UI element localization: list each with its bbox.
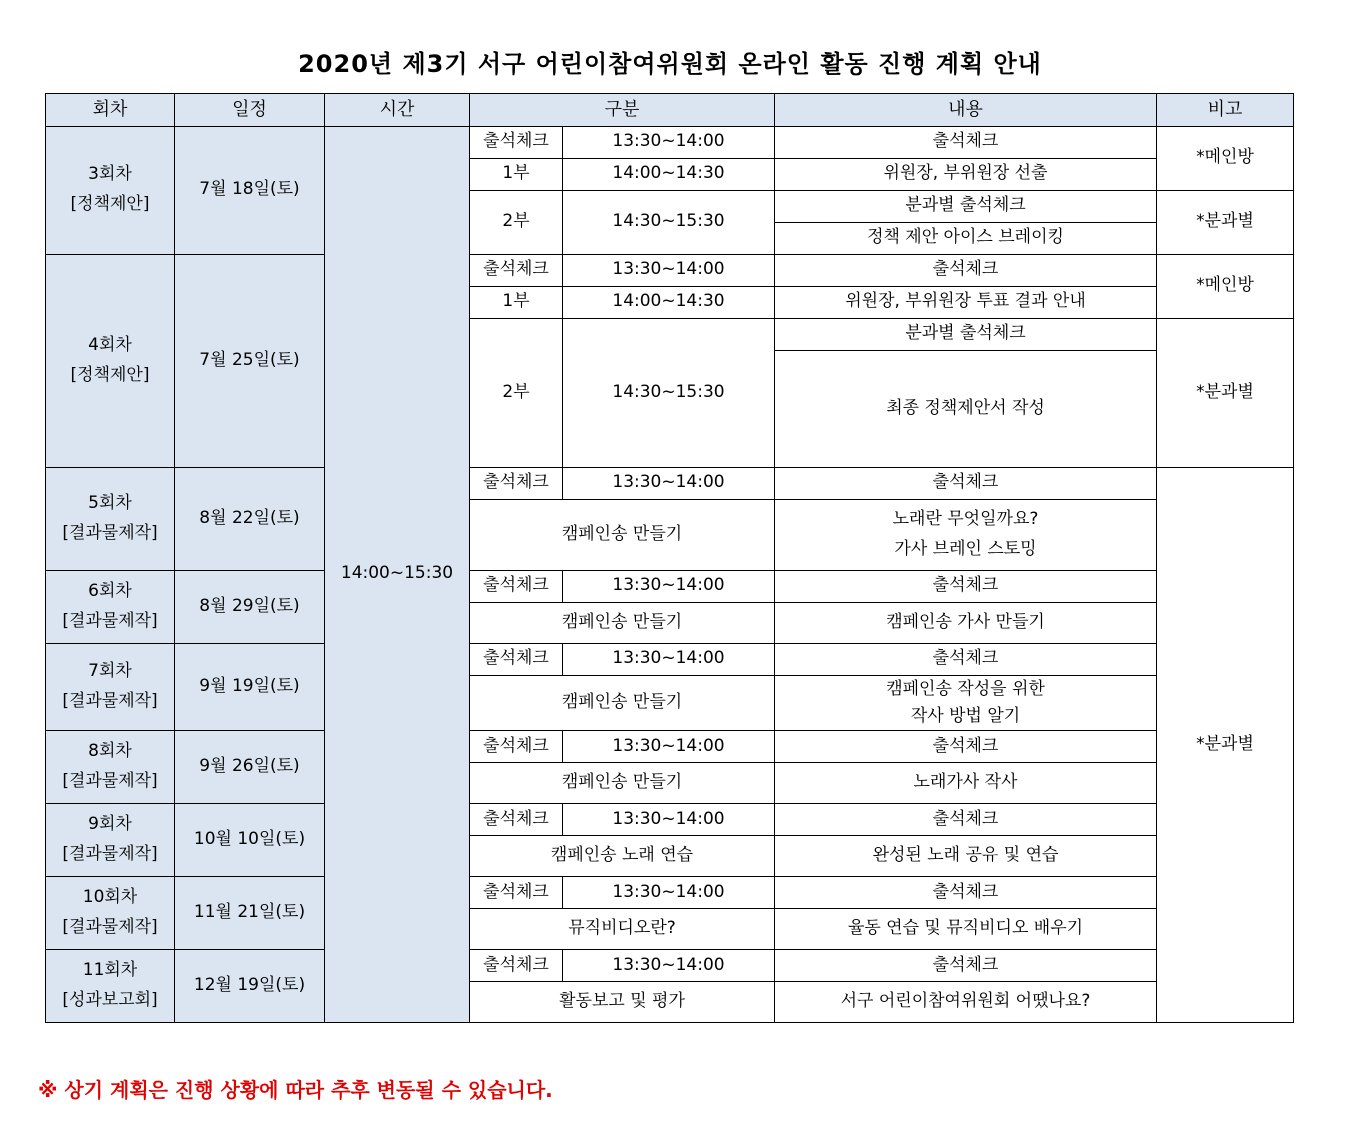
category-time: 14:30~15:30	[563, 318, 775, 467]
category-label: 출석체크	[470, 643, 563, 675]
table-row	[46, 467, 1294, 499]
category-time: 13:30~14:00	[563, 876, 775, 908]
table-row	[46, 730, 1294, 762]
category-time: 13:30~14:00	[563, 126, 775, 158]
content-cell: 출석체크	[775, 126, 1157, 158]
category-label: 캠페인송 만들기	[470, 499, 775, 570]
category-label: 뮤직비디오란?	[470, 908, 775, 949]
content-cell: 출석체크	[775, 876, 1157, 908]
category-label: 캠페인송 만들기	[470, 762, 775, 803]
header-round: 회차	[46, 94, 175, 127]
category-label: 캠페인송 노래 연습	[470, 835, 775, 876]
category-label: 출석체크	[470, 730, 563, 762]
round-cell: 6회차 [결과물제작]	[46, 570, 175, 643]
round-cell: 8회차 [결과물제작]	[46, 730, 175, 803]
table-row	[46, 126, 1294, 158]
category-label: 1부	[470, 286, 563, 318]
category-time: 13:30~14:00	[563, 254, 775, 286]
category-label: 출석체크	[470, 126, 563, 158]
content-cell: 분과별 출석체크	[775, 318, 1157, 350]
content-cell: 캠페인송 가사 만들기	[775, 602, 1157, 643]
content-cell: 위원장, 부위원장 선출	[775, 158, 1157, 190]
category-label: 출석체크	[470, 949, 563, 981]
category-time: 13:30~14:00	[563, 730, 775, 762]
category-label: 캠페인송 만들기	[470, 675, 775, 730]
round-cell: 3회차 [정책제안]	[46, 126, 175, 254]
remark-cell: *분과별	[1157, 190, 1294, 254]
content-cell: 위원장, 부위원장 투표 결과 안내	[775, 286, 1157, 318]
footnote: ※ 상기 계획은 진행 상황에 따라 추후 변동될 수 있습니다.	[38, 1078, 553, 1102]
round-cell: 5회차 [결과물제작]	[46, 467, 175, 570]
content-cell: 완성된 노래 공유 및 연습	[775, 835, 1157, 876]
table-row	[46, 803, 1294, 835]
date-cell: 7월 25일(토)	[175, 254, 325, 467]
header-category: 구분	[470, 94, 775, 127]
category-time: 14:30~15:30	[563, 190, 775, 254]
category-time: 13:30~14:00	[563, 803, 775, 835]
category-label: 활동보고 및 평가	[470, 981, 775, 1022]
table-row	[46, 254, 1294, 286]
category-time: 13:30~14:00	[563, 467, 775, 499]
category-label: 출석체크	[470, 803, 563, 835]
content-cell: 출석체크	[775, 643, 1157, 675]
date-cell: 8월 22일(토)	[175, 467, 325, 570]
category-time: 13:30~14:00	[563, 570, 775, 602]
category-label: 출석체크	[470, 570, 563, 602]
round-cell: 9회차 [결과물제작]	[46, 803, 175, 876]
category-label: 2부	[470, 318, 563, 467]
table-row	[46, 876, 1294, 908]
category-label: 출석체크	[470, 876, 563, 908]
table-row	[46, 949, 1294, 981]
round-cell: 10회차 [결과물제작]	[46, 876, 175, 949]
content-cell: 출석체크	[775, 803, 1157, 835]
content-cell: 출석체크	[775, 254, 1157, 286]
table-row	[46, 570, 1294, 602]
content-cell: 출석체크	[775, 467, 1157, 499]
date-cell: 10월 10일(토)	[175, 803, 325, 876]
remark-cell: *메인방	[1157, 254, 1294, 318]
content-cell: 출석체크	[775, 570, 1157, 602]
category-time: 13:30~14:00	[563, 643, 775, 675]
round-cell: 4회차 [정책제안]	[46, 254, 175, 467]
content-cell: 출석체크	[775, 730, 1157, 762]
content-cell: 출석체크	[775, 949, 1157, 981]
header-date: 일정	[175, 94, 325, 127]
remark-cell: *메인방	[1157, 126, 1294, 190]
header-content: 내용	[775, 94, 1157, 127]
date-cell: 11월 21일(토)	[175, 876, 325, 949]
remark-cell: *분과별	[1157, 318, 1294, 467]
category-time: 14:00~14:30	[563, 286, 775, 318]
category-label: 출석체크	[470, 254, 563, 286]
date-cell: 9월 19일(토)	[175, 643, 325, 730]
category-label: 1부	[470, 158, 563, 190]
page-title: 2020년 제3기 서구 어린이참여위원회 온라인 활동 진행 계획 안내	[298, 50, 1042, 78]
table-row	[46, 643, 1294, 675]
round-cell: 11회차 [성과보고회]	[46, 949, 175, 1022]
date-cell: 12월 19일(토)	[175, 949, 325, 1022]
header-row	[46, 94, 1294, 127]
schedule-table	[45, 93, 1294, 1023]
header-remarks: 비고	[1157, 94, 1294, 127]
category-time: 13:30~14:00	[563, 949, 775, 981]
category-label: 출석체크	[470, 467, 563, 499]
content-cell: 분과별 출석체크	[775, 190, 1157, 222]
content-cell: 노래란 무엇일까요? 가사 브레인 스토밍	[775, 499, 1157, 570]
header-time: 시간	[325, 94, 470, 127]
content-cell: 최종 정책제안서 작성	[775, 350, 1157, 467]
date-cell: 8월 29일(토)	[175, 570, 325, 643]
content-cell: 율동 연습 및 뮤직비디오 배우기	[775, 908, 1157, 949]
category-label: 캠페인송 만들기	[470, 602, 775, 643]
round-cell: 7회차 [결과물제작]	[46, 643, 175, 730]
remark-cell: *분과별	[1157, 467, 1294, 1022]
content-cell: 노래가사 작사	[775, 762, 1157, 803]
content-cell: 서구 어린이참여위원회 어땠나요?	[775, 981, 1157, 1022]
content-cell: 정책 제안 아이스 브레이킹	[775, 222, 1157, 254]
time-cell: 14:00~15:30	[325, 126, 470, 1022]
category-time: 14:00~14:30	[563, 158, 775, 190]
category-label: 2부	[470, 190, 563, 254]
content-cell: 캠페인송 작성을 위한 작사 방법 알기	[775, 675, 1157, 730]
date-cell: 9월 26일(토)	[175, 730, 325, 803]
date-cell: 7월 18일(토)	[175, 126, 325, 254]
